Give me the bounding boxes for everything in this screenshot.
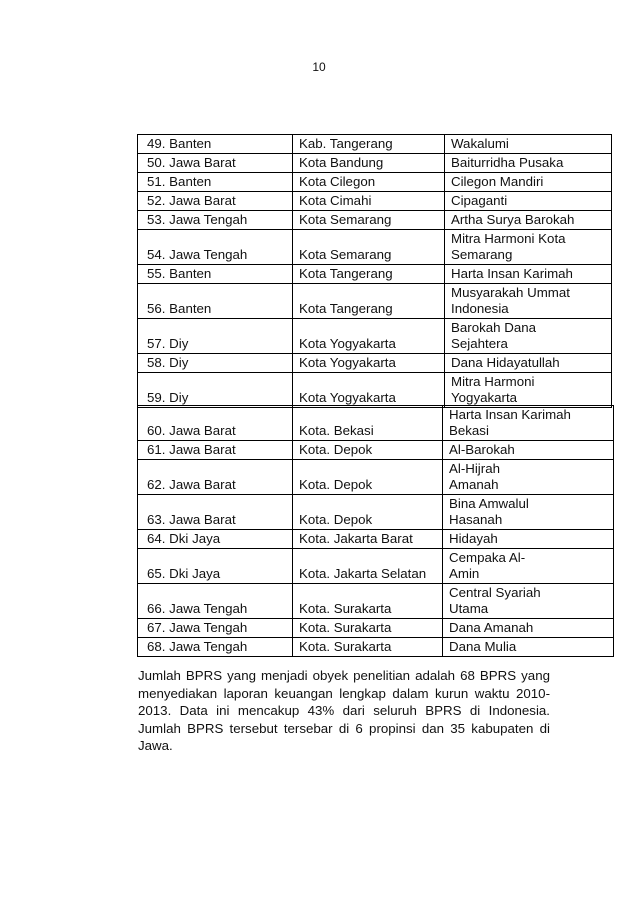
row-city: Kota. Depok [293,460,443,495]
row-city: Kota. Bekasi [293,406,443,441]
row-number-province: 58. Diy [138,354,293,373]
row-bprs-name: Al-Barokah [443,441,614,460]
table-row [138,211,612,230]
row-number-province: 52. Jawa Barat [138,192,293,211]
page-number: 10 [312,60,326,74]
table-row [138,549,614,584]
table-row [138,354,612,373]
row-number-province: 66. Jawa Tengah [138,584,293,619]
row-bprs-name: Hidayah [443,530,614,549]
row-city: Kota. Surakarta [293,638,443,657]
table-row [138,265,612,284]
table-row [138,154,612,173]
row-city: Kota. Surakarta [293,619,443,638]
row-bprs-name: Harta Insan Karimah [445,265,612,284]
row-number-province: 64. Dki Jaya [138,530,293,549]
row-number-province: 55. Banten [138,265,293,284]
row-number-province: 63. Jawa Barat [138,495,293,530]
table-row [138,584,614,619]
row-bprs-name: Mitra Harmoni Kota Semarang [445,230,612,265]
row-bprs-name: Cempaka Al- Amin [443,549,614,584]
table-row [138,619,614,638]
row-bprs-name: Mitra Harmoni Yogyakarta [445,373,612,408]
row-number-province: 59. Diy [138,373,293,408]
row-number-province: 60. Jawa Barat [138,406,293,441]
table-row [138,638,614,657]
table-row [138,319,612,354]
table-row [138,192,612,211]
row-bprs-name: Barokah Dana Sejahtera [445,319,612,354]
row-city: Kota Yogyakarta [293,319,445,354]
row-number-province: 51. Banten [138,173,293,192]
row-number-province: 65. Dki Jaya [138,549,293,584]
row-city: Kota. Depok [293,441,443,460]
table-row [138,173,612,192]
row-number-province: 68. Jawa Tengah [138,638,293,657]
row-bprs-name: Wakalumi [445,135,612,154]
row-city: Kota. Surakarta [293,584,443,619]
row-bprs-name: Al-Hijrah Amanah [443,460,614,495]
row-number-province: 50. Jawa Barat [138,154,293,173]
table-row [138,460,614,495]
table-row [138,530,614,549]
row-number-province: 54. Jawa Tengah [138,230,293,265]
row-city: Kota Tangerang [293,265,445,284]
row-city: Kota Yogyakarta [293,354,445,373]
row-bprs-name: Bina Amwalul Hasanah [443,495,614,530]
row-city: Kota Yogyakarta [293,373,445,408]
bprs-table-part-2 [137,405,614,657]
row-bprs-name: Dana Mulia [443,638,614,657]
row-city: Kota Tangerang [293,284,445,319]
row-city: Kota Semarang [293,211,445,230]
row-number-province: 62. Jawa Barat [138,460,293,495]
row-bprs-name: Baiturridha Pusaka [445,154,612,173]
bprs-table-body-2 [138,406,614,657]
row-bprs-name: Artha Surya Barokah [445,211,612,230]
row-city: Kab. Tangerang [293,135,445,154]
row-number-province: 67. Jawa Tengah [138,619,293,638]
row-number-province: 61. Jawa Barat [138,441,293,460]
table-row [138,441,614,460]
row-city: Kota. Jakarta Barat [293,530,443,549]
row-city: Kota Semarang [293,230,445,265]
table-row [138,495,614,530]
row-city: Kota Cilegon [293,173,445,192]
row-bprs-name: Harta Insan Karimah Bekasi [443,406,614,441]
row-number-province: 53. Jawa Tengah [138,211,293,230]
table-row [138,373,612,408]
row-city: Kota Cimahi [293,192,445,211]
row-bprs-name: Cilegon Mandiri [445,173,612,192]
row-number-province: 57. Diy [138,319,293,354]
row-bprs-name: Dana Hidayatullah [445,354,612,373]
row-number-province: 49. Banten [138,135,293,154]
row-bprs-name: Cipaganti [445,192,612,211]
row-city: Kota. Depok [293,495,443,530]
bprs-table-body-1 [138,135,612,408]
row-city: Kota Bandung [293,154,445,173]
row-bprs-name: Central Syariah Utama [443,584,614,619]
table-row [138,284,612,319]
bprs-table-part-1 [137,134,612,408]
table-row [138,230,612,265]
row-bprs-name: Dana Amanah [443,619,614,638]
summary-paragraph: Jumlah BPRS yang menjadi obyek penelitian adalah 68 BPRS yang menyediakan laporan keuangan lengkap dalam kurun waktu 2010-2013. Data ini mencakup 43% dari seluruh BPRS di Indonesia. Jumlah BPRS tersebut tersebar di 6 propinsi dan 35 kabupaten di Jawa. [138,668,550,754]
table-row [138,135,612,154]
row-bprs-name: Musyarakah Ummat Indonesia [445,284,612,319]
table-row [138,406,614,441]
row-city: Kota. Jakarta Selatan [293,549,443,584]
row-number-province: 56. Banten [138,284,293,319]
